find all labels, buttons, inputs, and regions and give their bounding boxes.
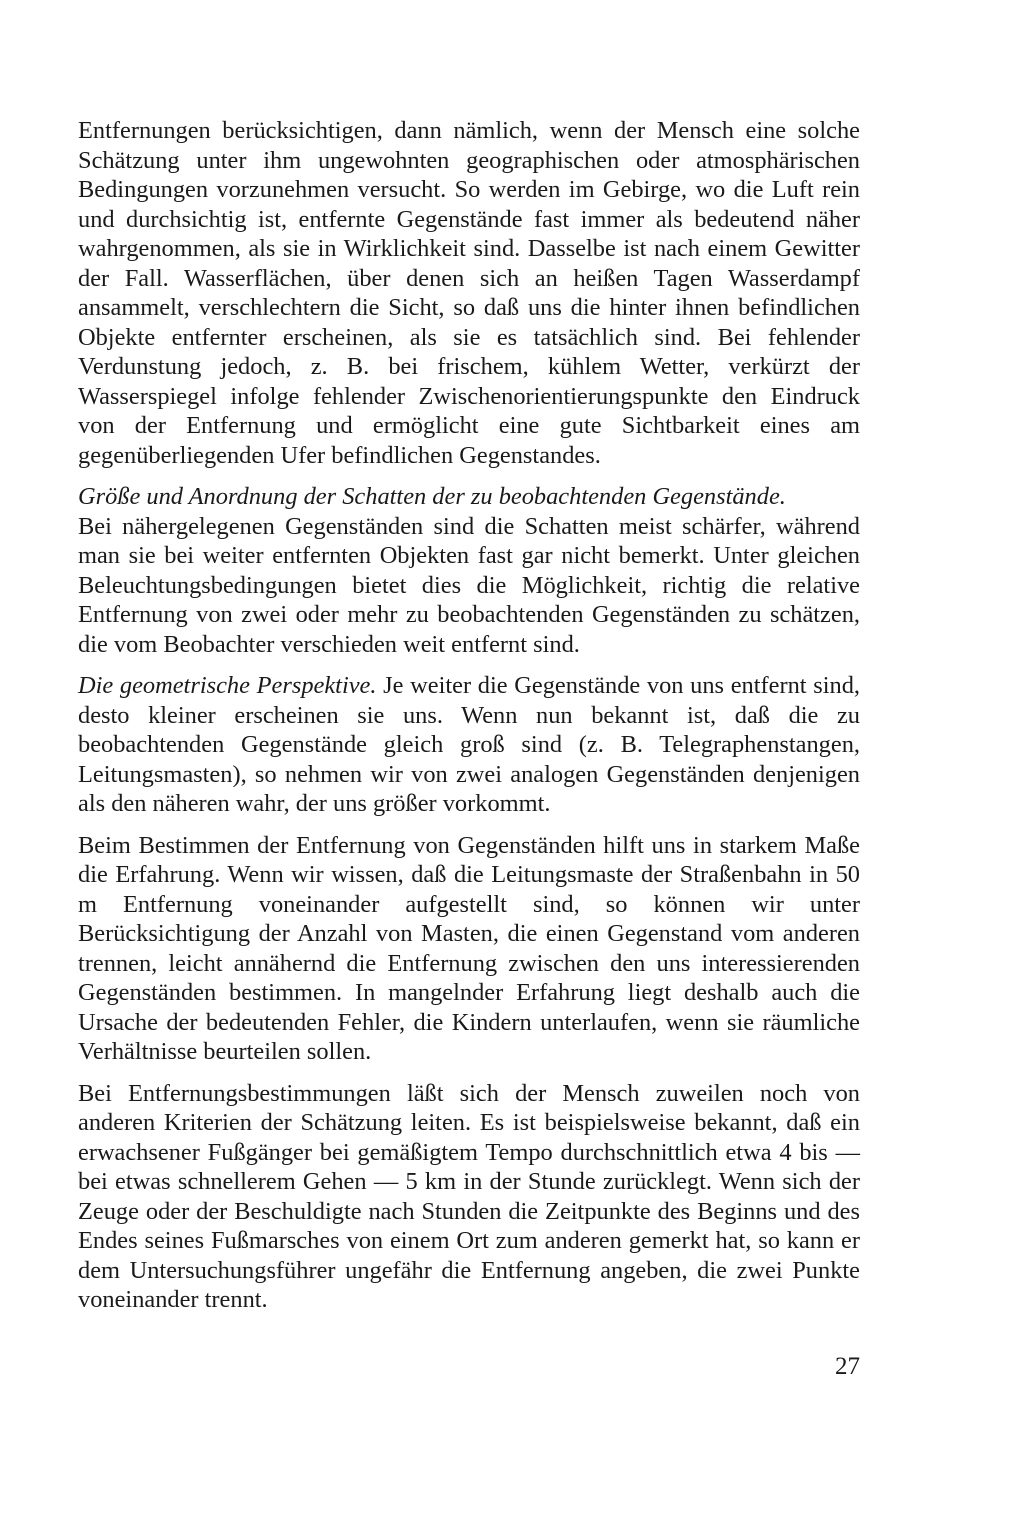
paragraph-lead-italic: Die geometrische Perspektive. <box>78 672 377 699</box>
page-body <box>78 116 860 1327</box>
paragraph-lead-italic: Größe und Anordnung der Schatten der zu beobachtenden Gegenstände. <box>78 483 786 510</box>
paragraph-text: Bei Entfernungsbestimmungen läßt sich der Mensch zuweilen noch von anderen Kriterien der Schätzung leiten. Es ist beispielsweise bekannt, daß ein erwachsener Fußgänger bei gemäßigtem Tempo durchschnittlich etwa 4 bis — bei etwas schnellerem Gehen — 5 km in der Stunde zurücklegt. Wenn sich der Zeuge oder der Beschuldigte nach Stunden die Zeitpunkte des Beginns und des Endes seines Fußmarsches von einem Ort zum anderen gemerkt hat, so kann er dem Untersuchungsführer ungefähr die Entfernung angeben, die zwei Punkte voneinander trennt. <box>78 1079 860 1313</box>
paragraph-text: Entfernungen berücksichtigen, dann nämlich, wenn der Mensch eine solche Schätzung unter ihm ungewohnten geographischen oder atmosphärischen Bedingungen vorzunehmen versucht. So werden im Gebirge, wo die Luft rein und durchsichtig ist, entfernte Gegenstände fast immer als bedeutend näher wahrgenommen, als sie in Wirklichkeit sind. Dasselbe ist nach einem Gewitter der Fall. Wasserflächen, über denen sich an heißen Tagen Wasserdampf ansammelt, verschlechtern die Sicht, so daß uns die hinter ihnen befindlichen Objekte entfernter erscheinen, als sie es tatsächlich sind. Bei fehlender Verdunstung jedoch, z. B. bei frischem, kühlem Wetter, verkürzt der Wasserspiegel infolge fehlender Zwischenorientierungspunkte den Eindruck von der Entfernung und ermöglicht eine gute Sichtbarkeit eines am gegenüberliegenden Ufer befindlichen Gegenstandes. <box>78 117 860 469</box>
paragraph-walking-estimate <box>78 1079 860 1315</box>
paragraph-text: Je weiter die Gegenstände von uns entfernt sind, desto kleiner erscheinen sie uns. Wenn nun bekannt ist, daß die zu beobachtenden Gegenstände gleich groß sind (z. B. Telegraphenstangen, Leitungsmasten), so nehmen wir von zwei analogen Gegenständen denjenigen als den näheren wahr, der uns größer vorkommt. <box>78 672 861 817</box>
page-number: 27 <box>835 1353 860 1380</box>
paragraph-text: Bei nähergelegenen Gegenständen sind die Schatten meist schärfer, während man sie bei weiter entfernten Objekten fast gar nicht bemerkt. Unter gleichen Beleuchtungsbedingungen bietet dies die Möglichkeit, richtig die relative Entfernung von zwei oder mehr zu beobachtenden Gegenständen zu schätzen, die vom Beobachter verschieden weit entfernt sind. <box>78 512 860 658</box>
paragraph-atmospheric-conditions <box>78 116 860 470</box>
paragraph-perspective <box>78 671 860 819</box>
paragraph-experience <box>78 831 860 1067</box>
paragraph-shadows <box>78 482 860 659</box>
paragraph-text: Beim Bestimmen der Entfernung von Gegenständen hilft uns in starkem Maße die Erfahrung. Wenn wir wissen, daß die Leitungsmaste der Straßenbahn in 50 m Entfernung voneinander aufgestellt sind, so können wir unter Berücksichtigung der Anzahl von Masten, die einen Gegenstand vom anderen trennen, leicht annähernd die Entfernung zwischen den uns interessierenden Gegenständen bestimmen. In mangelnder Erfahrung liegt deshalb auch die Ursache der bedeutenden Fehler, die Kindern unterlaufen, wenn sie räumliche Verhältnisse beurteilen sollen. <box>78 831 860 1065</box>
